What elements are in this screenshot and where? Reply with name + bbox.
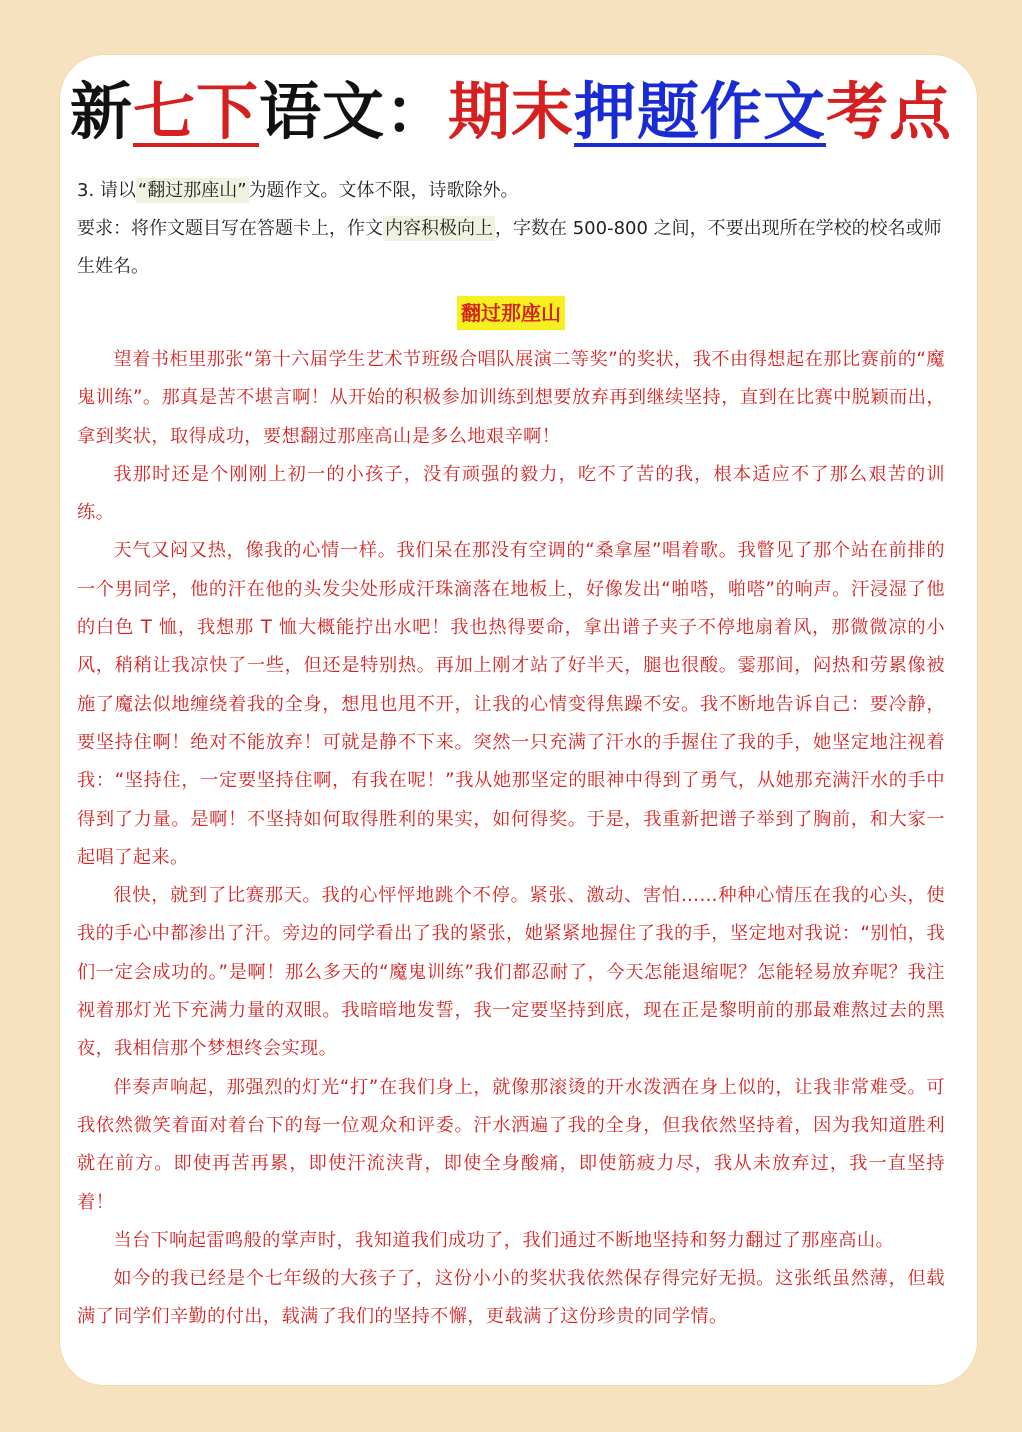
title-part-essay: 押题作文 xyxy=(574,75,827,148)
prompt-topic: “翻过那座山” xyxy=(137,180,247,201)
prompt-highlight: 内容积极向上 xyxy=(385,218,493,239)
essay-paragraph: 望着书柜里那张“第十六届学生艺术节班级合唱队展演二等奖”的奖状，我不由得想起在那比赛前的“魔鬼训练”。那真是苦不堪言啊！从开始的积极参加训练到想要放弃再到继续坚持，直到在比赛中脱颖而出，拿到奖状，取得成功，要想翻过那座高山是多么地艰辛啊！ xyxy=(77,349,945,447)
prompt-genre: 为题作文。文体不限，诗歌除外。 xyxy=(248,180,519,201)
essay-paragraph: 我那时还是个刚刚上初一的小孩子，没有顽强的毅力，吃不了苦的我，根本适应不了那么艰苦的训练。 xyxy=(77,463,945,524)
prompt-requirements: 要求：将作文题目写在答题卡上，作文 内容积极向上 ，字数在 500-800 之间，不要出现所在学校的校名或师生姓名。 xyxy=(77,218,942,277)
title-part-final: 期末 xyxy=(448,75,575,148)
prompt-line-1 xyxy=(77,172,947,210)
page-title xyxy=(0,67,1022,157)
essay-prompt xyxy=(77,172,947,286)
essay-title: 翻过那座山 xyxy=(0,296,1022,330)
essay-paragraph: 天气又闷又热，像我的心情一样。我们呆在那没有空调的“桑拿屋”唱着歌。我瞥见了那个站在前排的一个男同学，他的汗在他的头发尖处形成汗珠滴落在地板上，好像发出“啪嗒，啪嗒”的响声。汗浸湿了他的白色 T 恤，我想那 T 恤大概能拧出水吧！我也热得要命，拿出谱子夹子不停地扇着风，那微微凉的小风，稍稍让我凉快了一些，但还是特别热。再加上刚才站了好半天，腿也很酸。霎那间，闷热和劳累像被施了魔法似地缠绕着我的全身，想甩也甩不开，让我的心情变得焦躁不安。我不断地告诉自己：要冷静，要坚持住啊！绝对不能放弃！可就是静不下来。突然一只充满了汗水的手握住了我的手，她坚定地注视着我：“坚持住，一定要坚持住啊，有我在呢！”我从她那坚定的眼神中得到了勇气，从她那充满汗水的手中得到了力量。是啊！不坚持如何取得胜利的果实，如何得奖。于是，我重新把谱子举到了胸前，和大家一起唱了起来。 xyxy=(77,540,945,868)
essay-paragraph: 当台下响起雷鸣般的掌声时，我知道我们成功了，我们通过不断地坚持和努力翻过了那座高山。 xyxy=(113,1229,895,1251)
essay-paragraph: 如今的我已经是个七年级的大孩子了，这份小小的奖状我依然保存得完好无损。这张纸虽然薄，但载满了同学们辛勤的付出，载满了我们的坚持不懈，更载满了这份珍贵的同学情。 xyxy=(77,1268,945,1328)
essay-paragraph: 很快，就到了比赛那天。我的心怦怦地跳个不停。紧张、激动、害怕……种种心情压在我的心头，使我的手心中都渗出了汗。旁边的同学看出了我的紧张，她紧紧地握住了我的手，坚定地对我说：“别怕，我们一定会成功的。”是啊！那么多天的“魔鬼训练”我们都忍耐了，今天怎能退缩呢？怎能轻易放弃呢？我注视着那灯光下充满力量的双眼。我暗暗地发誓，我一定要坚持到底，现在正是黎明前的那最难熬过去的黑夜，我相信那个梦想终会实现。 xyxy=(77,885,945,1060)
title-part-subject: 语文： xyxy=(258,75,448,148)
title-part-new: 新 xyxy=(69,75,133,148)
essay-paragraph: 伴奏声响起，那强烈的灯光“打”在我们身上，就像那滚烫的开水泼洒在身上似的，让我非常难受。可我依然微笑着面对着台下的每一位观众和评委。汗水洒遍了我的全身，但我依然坚持着，因为我知道胜利就在前方。即使再苦再累，即使汗流浃背，即使全身酸痛，即使筋疲力尽，我从未放弃过，我一直坚持着！ xyxy=(77,1076,945,1213)
essay-body xyxy=(77,341,945,1337)
prompt-number: 3. 请以 xyxy=(77,180,136,201)
title-part-points: 考点 xyxy=(826,75,953,148)
title-part-grade: 七下 xyxy=(132,75,259,148)
